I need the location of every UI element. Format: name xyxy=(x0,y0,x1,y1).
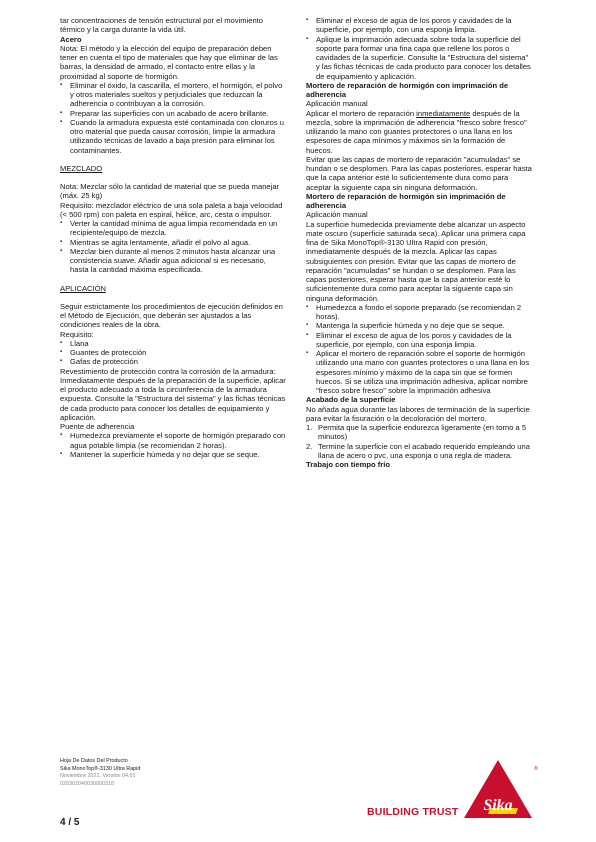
step-text: Permita que la superficie endurezca ligeramente (en torno a 5 minutos) xyxy=(318,423,527,442)
acabado-heading: Acabado de la superficie xyxy=(306,395,396,405)
list-item: ▪ Mantenga la superficie húmeda y no deje que se seque. xyxy=(306,321,532,330)
brand-tagline: BUILDING TRUST xyxy=(367,806,459,818)
mezclado-requirement: Requisito: mezclador eléctrico de una sola paleta a baja velocidad (< 500 rpm) con paleta en espiral, hélice, arc, cesta o impulsor. xyxy=(60,200,283,219)
list-item: ▪ Aplicar el mortero de reparación sobre el soporte de hormigón utilizando una mano con guantes protectores o una llana en los espesores mínimo y máximo de la capa sin que se formen huecos. Si se utiliza una imprimación adhesiva, aplicar nombre "fresco sobre fresco" sobre la imprimación adhesiva xyxy=(306,349,532,395)
list-item: ▪ Gafas de protección xyxy=(60,357,286,366)
footer-product: Sika MonoTop®-3130 Ultra Rapid xyxy=(60,765,141,772)
svg-text:Sika: Sika xyxy=(483,797,513,814)
list-item xyxy=(306,423,532,442)
list-item: ▪ Aplique la imprimación adecuada sobre toda la superficie del soporte para formar una fina capa que rellene los poros o cavidades de la superficie. Consulte la "Estructura del sistema" y las fichas técnicas de cada producto para conocer los detalles de equipamiento y aplicación. xyxy=(306,35,532,81)
svg-text:®: ® xyxy=(534,766,538,772)
text-span: después de la mezcla, sobre la imprimación de adherencia "fresco sobre fresco" utilizando la mano con guantes protectores o una llana en los espesores de capa mínimos y máximos sin la formación de huecos. xyxy=(306,108,527,155)
acabado-paragraph: No añada agua durante las labores de terminación de la superficie para evitar la fisuración o la decoloración del mortero. xyxy=(306,404,530,423)
page-number: 4 / 5 xyxy=(60,817,80,828)
footer-code: 020302040030000318 xyxy=(60,780,114,787)
step-number: 1. xyxy=(306,423,313,432)
mortero2-list xyxy=(306,303,532,396)
step-text: Termine la superficie con el acabado requerido empleando una llana de acero o pvc, una esponja o una regla de madera. xyxy=(318,441,530,460)
list-item: ▪ Humedezca a fondo el soporte preparado (se recomiendan 2 horas). xyxy=(306,303,532,322)
acero-note: Nota: El método y la elección del equipo de preparación deben tener en cuenta el tipo de materiales que hay que eliminar de las barras, la densidad de armado, el contacto entre ellas y la proximidad al soporte de hormigón. xyxy=(60,43,278,81)
step-number: 2. xyxy=(306,441,313,451)
puente-list xyxy=(60,431,286,459)
acero-list xyxy=(60,81,286,155)
aplicacion-heading: APLICACIÓN xyxy=(60,283,106,293)
list-item: ▪ Eliminar el exceso de agua de los poros y cavidades de la superficie, por ejemplo, con una esponja limpia. xyxy=(306,331,532,350)
acabado-steps xyxy=(306,423,532,460)
mortero1-paragraph-2: Evitar que las capas de mortero de reparación "acumuladas" se hundan o se desplomen. Para las capas posteriores, esperar hasta que la capa anterior esté lo suficientemente dura como para aceptar la siguiente capa sin ninguna deformación. xyxy=(306,154,532,192)
trabajo-frio-heading: Trabajo con tiempo frío xyxy=(306,460,390,469)
list-item: ▪ Humedezca previamente el soporte de hormigón preparado con agua potable limpia (se recomiendan 2 horas). xyxy=(60,431,286,450)
primer-list xyxy=(306,16,532,81)
list-item: ▪ Mientras se agita lentamente, añadir el polvo al agua. xyxy=(60,238,286,247)
requisito-label: Requisito: xyxy=(60,329,94,339)
underlined-word: inmediatamente xyxy=(416,108,471,118)
left-column xyxy=(60,16,286,459)
intro-text: tar concentraciones de tensión estructural por el movimiento térmico y la carga durante la vida útil. xyxy=(60,16,264,35)
puente-label: Puente de adherencia xyxy=(60,422,135,431)
mezclado-heading: MEZCLADO xyxy=(60,163,103,173)
requisito-list xyxy=(60,339,286,367)
list-item: ▪ Mezclar bien durante al menos 2 minutos hasta alcanzar una consistencia suave. Añadir agua adicional si es necesario, hasta la cantidad máxima especificada. xyxy=(60,247,286,275)
list-item: ▪ Preparar las superficies con un acabado de acero brillante. xyxy=(60,109,286,118)
list-item: ▪ Mantener la superficie húmeda y no dejar que se seque. xyxy=(60,450,286,459)
list-item: ▪ Eliminar el exceso de agua de los poros y cavidades de la superficie, por ejemplo, con una esponja limpia. xyxy=(306,16,532,35)
mortero-con-imprimacion-heading: Mortero de reparación de hormigón con imprimación de adherencia xyxy=(306,80,509,99)
list-item xyxy=(306,442,532,461)
right-column xyxy=(306,16,532,469)
list-item: ▪ Verter la cantidad mínima de agua limpia recomendada en un recipiente/equipo de mezcla. xyxy=(60,219,286,238)
mezclado-note: Nota: Mezclar sólo la cantidad de material que se pueda manejar (máx. 25 kg) xyxy=(60,182,280,201)
mortero1-subheading: Aplicación manual xyxy=(306,99,368,109)
footer-date: Noviembre 2021, Versión 04.01 xyxy=(60,773,136,780)
mezclado-list xyxy=(60,219,286,275)
mortero2-paragraph: La superficie humedecida previamente debe alcanzar un aspecto mate oscuro (superficie saturada seca). Aplicar una primera capa fina de Sika MonoTop®-3130 Ultra Rapid con presión, inmediatamente después de la mezcla. Aplicar las capas subsiguientes con presión. Evitar que las capas de mortero de reparación "acumuladas" se hundan o se desplomen. Para las capas posteriores, esperar hasta que la capa anterior esté lo suficientemente dura como para aceptar la siguiente capa sin ninguna deformación. xyxy=(306,219,526,303)
sika-logo-icon xyxy=(460,758,536,820)
revestimiento-text: Revestimiento de protección contra la corrosión de la armadura: Inmediatamente después de la preparación de la superficie, aplicar el producto adecuado a toda la circunferencia de la armadura expuesta. Consulte la "Estructura del sistema" y las fichas técnicas de cada producto para conocer los detalles de equipamiento y aplicación. xyxy=(60,366,286,422)
aplicacion-intro: Seguir estrictamente los procedimientos de ejecución definidos en el Método de Ejecución, que deberán ser ajustados a las condiciones reales de la obra. xyxy=(60,301,283,330)
list-item: ▪ Llana xyxy=(60,339,286,348)
mortero-sin-imprimacion-heading: Mortero de reparación de hormigón sin imprimación de adherencia xyxy=(306,191,506,210)
footer-doc-type: Hoja De Datos Del Producto xyxy=(60,758,128,764)
text-span: Aplicar el mortero de reparación xyxy=(306,108,417,118)
list-item: ▪ Guantes de protección xyxy=(60,348,286,357)
document-footer xyxy=(60,758,140,788)
list-item: ▪ Eliminar el óxido, la cascarilla, el mortero, el hormigón, el polvo y otros materiales sueltos y perjudiciales que reduzcan la adherencia o contribuyan a la corrosión. xyxy=(60,81,286,109)
list-item: ▪ Cuando la armadura expuesta esté contaminada con cloruros u otro material que pueda causar corrosión, limpie la armadura utilizando técnicas de lavado a baja presión para eliminar los contaminantes. xyxy=(60,118,286,155)
acero-heading: Acero xyxy=(60,34,82,44)
mortero2-subheading: Aplicación manual xyxy=(306,210,368,220)
mortero1-paragraph xyxy=(306,109,532,155)
